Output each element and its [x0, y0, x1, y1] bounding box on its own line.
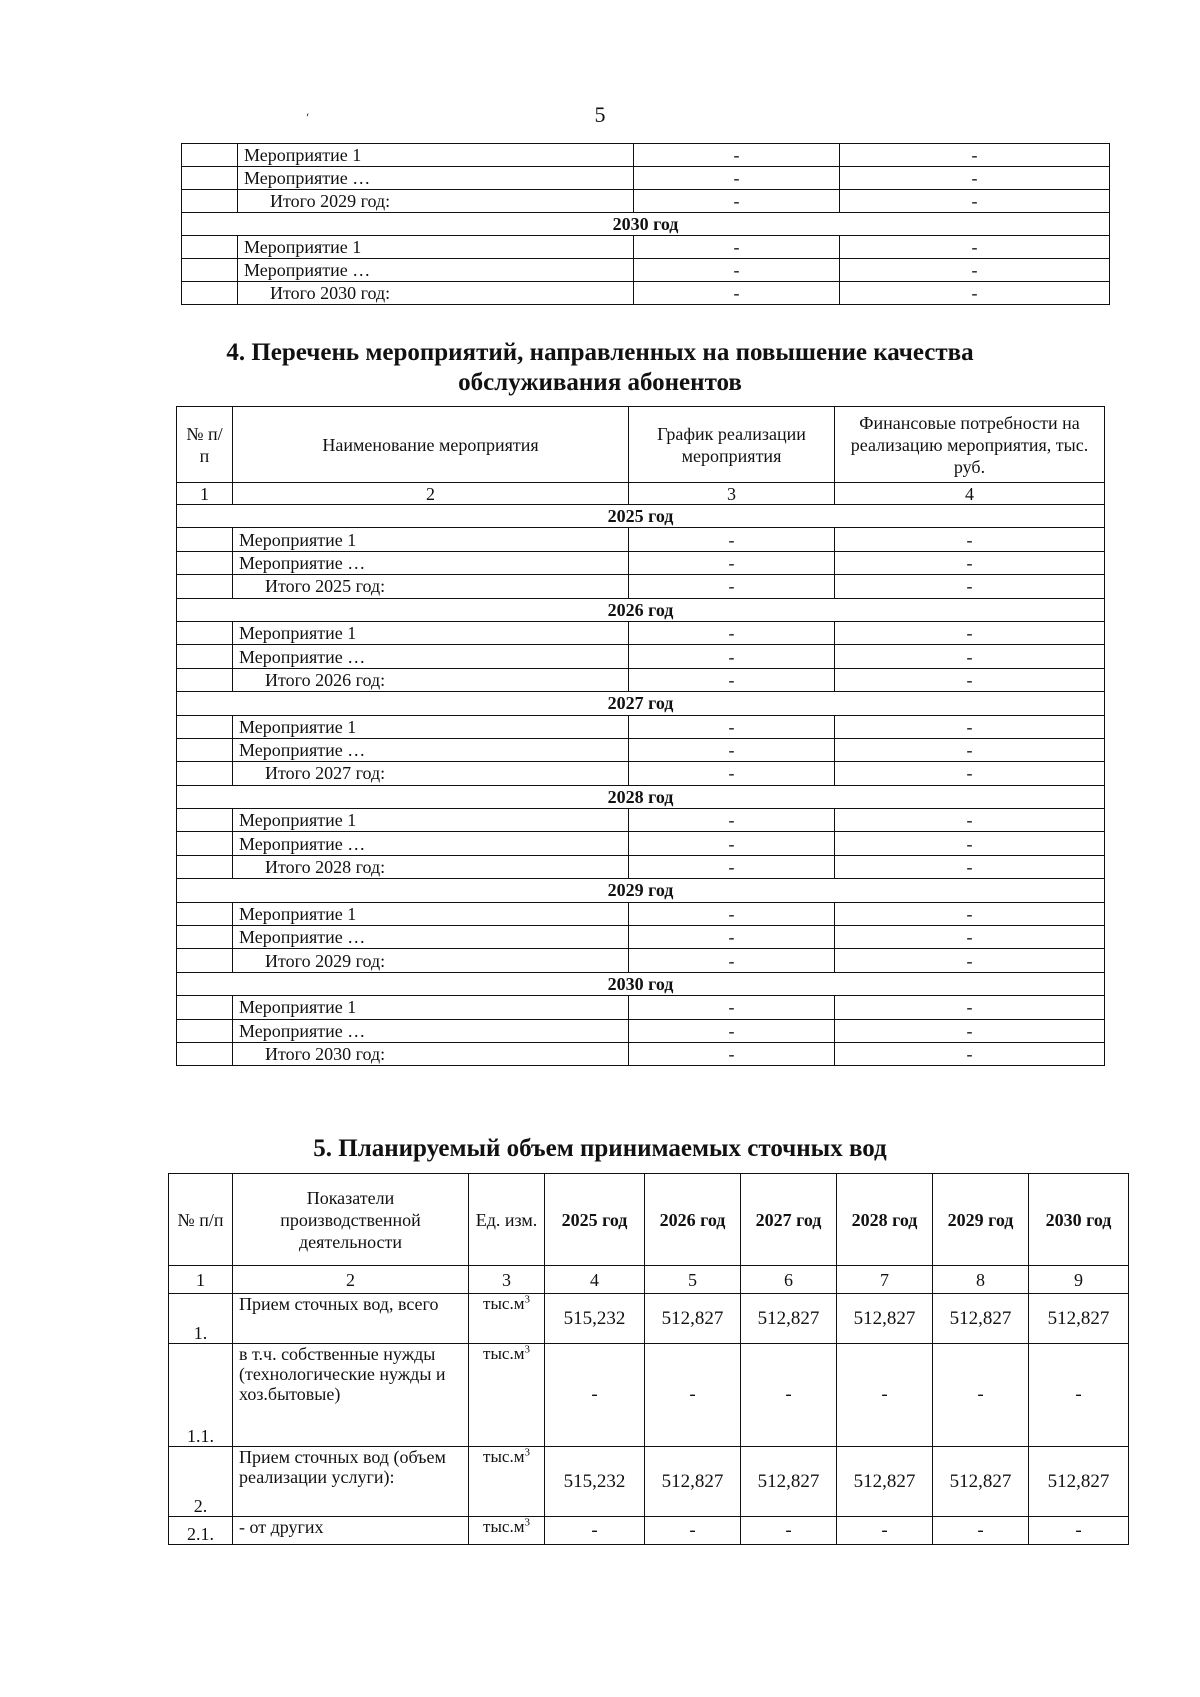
header-year: 2030 год: [1029, 1174, 1129, 1266]
row-number-cell: [177, 762, 233, 785]
finance-value: -: [835, 645, 1105, 668]
indicator-name: Прием сточных вод, всего: [233, 1294, 469, 1344]
year-value: -: [741, 1517, 837, 1545]
finance-value: -: [835, 949, 1105, 972]
event-name: Итого 2030 год:: [238, 282, 634, 305]
row-number-cell: [177, 621, 233, 644]
row-number-cell: [177, 645, 233, 668]
unit-superscript: 3: [524, 1293, 530, 1306]
row-number-cell: [177, 809, 233, 832]
schedule-value: -: [629, 902, 835, 925]
year-row: [182, 213, 1110, 236]
event-name: Мероприятие 1: [238, 236, 634, 259]
finance-value: -: [840, 190, 1110, 213]
schedule-value: -: [629, 855, 835, 878]
finance-value: -: [840, 144, 1110, 167]
event-row: [182, 259, 1110, 282]
year-value: 515,232: [545, 1294, 645, 1344]
event-name: Итого 2028 год:: [233, 855, 629, 878]
header-num: № п/п: [177, 407, 233, 483]
unit-text: тыс.м: [483, 1447, 525, 1466]
event-name: Мероприятие …: [238, 167, 634, 190]
col-number: 1: [169, 1266, 233, 1294]
year-value: -: [1029, 1517, 1129, 1545]
row-number-cell: [177, 575, 233, 598]
header-year: 2029 год: [933, 1174, 1029, 1266]
year-label: 2025 год: [177, 505, 1105, 528]
year-value: -: [545, 1344, 645, 1447]
header-num: № п/п: [169, 1174, 233, 1266]
event-name: Мероприятие 1: [238, 144, 634, 167]
finance-value: -: [835, 926, 1105, 949]
event-row: [177, 738, 1105, 761]
finance-value: -: [835, 528, 1105, 551]
finance-value: -: [835, 738, 1105, 761]
row-number-cell: [177, 902, 233, 925]
event-name: Мероприятие …: [238, 259, 634, 282]
section-5-title: 5. Планируемый объем принимаемых сточных вод: [313, 1135, 887, 1162]
header-indicator: Показатели производственной деятельности: [233, 1174, 469, 1266]
schedule-value: -: [629, 1042, 835, 1065]
year-row: [177, 785, 1105, 808]
schedule-value: -: [634, 144, 840, 167]
event-row: [177, 528, 1105, 551]
event-name: Итого 2029 год:: [233, 949, 629, 972]
unit-superscript: 3: [524, 1343, 530, 1356]
wastewater-volume-table: [168, 1173, 1129, 1545]
year-label: 2027 год: [177, 692, 1105, 715]
row-number: 2.: [169, 1447, 233, 1517]
total-row: [177, 949, 1105, 972]
event-row: [177, 926, 1105, 949]
schedule-value: -: [629, 575, 835, 598]
row-number: 1.: [169, 1294, 233, 1344]
finance-value: -: [835, 996, 1105, 1019]
event-row: [182, 236, 1110, 259]
row-number: 2.1.: [169, 1517, 233, 1545]
row-number-cell: [177, 528, 233, 551]
event-row: [177, 809, 1105, 832]
row-number-cell: [182, 190, 238, 213]
unit-cell: [469, 1344, 545, 1447]
year-value: 512,827: [645, 1294, 741, 1344]
header-unit: Ед. изм.: [469, 1174, 545, 1266]
indicator-name: - от других: [233, 1517, 469, 1545]
unit-text: тыс.м: [483, 1344, 525, 1363]
year-value: -: [1029, 1344, 1129, 1447]
unit-text: тыс.м: [483, 1517, 525, 1536]
column-numbers-row: [169, 1266, 1129, 1294]
col-number: 3: [629, 483, 835, 505]
year-label: 2029 год: [177, 879, 1105, 902]
header-year: 2028 год: [837, 1174, 933, 1266]
event-name: Мероприятие 1: [233, 715, 629, 738]
schedule-value: -: [629, 528, 835, 551]
row-number-cell: [177, 715, 233, 738]
schedule-value: -: [634, 236, 840, 259]
schedule-value: -: [629, 645, 835, 668]
unit-superscript: 3: [524, 1446, 530, 1459]
event-name: Итого 2025 год:: [233, 575, 629, 598]
year-value: -: [933, 1517, 1029, 1545]
total-row: [177, 762, 1105, 785]
event-name: Итого 2030 год:: [233, 1042, 629, 1065]
year-value: -: [837, 1344, 933, 1447]
event-row: [177, 715, 1105, 738]
total-row: [182, 190, 1110, 213]
unit-text: тыс.м: [483, 1294, 525, 1313]
event-row: [182, 167, 1110, 190]
year-row: [177, 692, 1105, 715]
schedule-value: -: [629, 668, 835, 691]
year-row: [177, 972, 1105, 995]
col-number: 2: [233, 483, 629, 505]
total-row: [177, 855, 1105, 878]
header-year: 2027 год: [741, 1174, 837, 1266]
unit-superscript: 3: [524, 1516, 530, 1529]
schedule-value: -: [629, 926, 835, 949]
year-value: 512,827: [837, 1447, 933, 1517]
col-number: 9: [1029, 1266, 1129, 1294]
year-value: 512,827: [1029, 1447, 1129, 1517]
indicator-name: в т.ч. собственные нужды (технологические нужды и хоз.бытовые): [233, 1344, 469, 1447]
year-value: 512,827: [837, 1294, 933, 1344]
schedule-value: -: [629, 832, 835, 855]
row-number-cell: [177, 1042, 233, 1065]
col-number: 7: [837, 1266, 933, 1294]
table-row: [169, 1344, 1129, 1447]
event-name: Мероприятие 1: [233, 621, 629, 644]
event-row: [177, 621, 1105, 644]
row-number-cell: [177, 1019, 233, 1042]
event-name: Мероприятие 1: [233, 902, 629, 925]
indicator-name: Прием сточных вод (объем реализации услуги):: [233, 1447, 469, 1517]
schedule-value: -: [629, 762, 835, 785]
section-4-title-line1: 4. Перечень мероприятий, направленных на повышение качества: [226, 339, 974, 366]
year-label: 2028 год: [177, 785, 1105, 808]
event-name: Мероприятие …: [233, 551, 629, 574]
section-4-title: [0, 338, 1200, 398]
year-value: 515,232: [545, 1447, 645, 1517]
event-name: Мероприятие …: [233, 926, 629, 949]
year-value: 512,827: [645, 1447, 741, 1517]
schedule-value: -: [629, 738, 835, 761]
row-number-cell: [182, 259, 238, 282]
year-label: 2026 год: [177, 598, 1105, 621]
unit-cell: [469, 1447, 545, 1517]
schedule-value: -: [629, 1019, 835, 1042]
row-number-cell: [177, 949, 233, 972]
schedule-value: -: [634, 167, 840, 190]
finance-value: -: [835, 575, 1105, 598]
schedule-value: -: [629, 996, 835, 1019]
year-value: 512,827: [1029, 1294, 1129, 1344]
year-row: [177, 598, 1105, 621]
row-number-cell: [177, 832, 233, 855]
table-row: [169, 1517, 1129, 1545]
col-number: 3: [469, 1266, 545, 1294]
section-4-title-line2: обслуживания абонентов: [458, 369, 742, 396]
row-number-cell: [177, 926, 233, 949]
event-name: Итого 2029 год:: [238, 190, 634, 213]
year-row: [177, 879, 1105, 902]
finance-value: -: [835, 715, 1105, 738]
header-name: Наименование мероприятия: [233, 407, 629, 483]
year-value: -: [933, 1344, 1029, 1447]
service-quality-events-table: [176, 406, 1105, 1066]
schedule-value: -: [629, 949, 835, 972]
event-row: [177, 996, 1105, 1019]
finance-value: -: [840, 259, 1110, 282]
finance-value: -: [835, 762, 1105, 785]
finance-value: -: [835, 621, 1105, 644]
event-name: Итого 2026 год:: [233, 668, 629, 691]
table-row: [169, 1447, 1129, 1517]
event-name: Мероприятие 1: [233, 528, 629, 551]
events-table-continued: [181, 143, 1110, 305]
header-finance: Финансовые потребности на реализацию мероприятия, тыс. руб.: [835, 407, 1105, 483]
row-number-cell: [182, 282, 238, 305]
event-row: [177, 1019, 1105, 1042]
year-value: 512,827: [933, 1294, 1029, 1344]
year-value: 512,827: [741, 1294, 837, 1344]
table-row: [169, 1294, 1129, 1344]
col-number: 6: [741, 1266, 837, 1294]
total-row: [182, 282, 1110, 305]
finance-value: -: [835, 902, 1105, 925]
schedule-value: -: [634, 190, 840, 213]
event-row: [177, 645, 1105, 668]
column-numbers-row: [177, 483, 1105, 505]
year-value: -: [645, 1517, 741, 1545]
event-name: Мероприятие 1: [233, 809, 629, 832]
col-number: 5: [645, 1266, 741, 1294]
finance-value: -: [835, 1042, 1105, 1065]
col-number: 4: [545, 1266, 645, 1294]
finance-value: -: [835, 1019, 1105, 1042]
finance-value: -: [835, 668, 1105, 691]
schedule-value: -: [629, 809, 835, 832]
event-row: [177, 902, 1105, 925]
schedule-value: -: [634, 282, 840, 305]
row-number-cell: [182, 167, 238, 190]
year-value: -: [545, 1517, 645, 1545]
finance-value: -: [835, 551, 1105, 574]
year-value: -: [645, 1344, 741, 1447]
row-number-cell: [177, 996, 233, 1019]
event-name: Мероприятие 1: [233, 996, 629, 1019]
event-name: Мероприятие …: [233, 832, 629, 855]
total-row: [177, 668, 1105, 691]
finance-value: -: [835, 832, 1105, 855]
year-label: 2030 год: [182, 213, 1110, 236]
col-number: 4: [835, 483, 1105, 505]
finance-value: -: [840, 282, 1110, 305]
event-name: Мероприятие …: [233, 1019, 629, 1042]
row-number-cell: [182, 144, 238, 167]
year-value: -: [837, 1517, 933, 1545]
stray-mark: ´: [304, 111, 316, 128]
schedule-value: -: [629, 551, 835, 574]
header-year: 2025 год: [545, 1174, 645, 1266]
year-value: 512,827: [741, 1447, 837, 1517]
col-number: 2: [233, 1266, 469, 1294]
row-number-cell: [177, 551, 233, 574]
unit-cell: [469, 1294, 545, 1344]
header-year: 2026 год: [645, 1174, 741, 1266]
unit-cell: [469, 1517, 545, 1545]
row-number-cell: [177, 738, 233, 761]
year-label: 2030 год: [177, 972, 1105, 995]
row-number-cell: [177, 855, 233, 878]
finance-value: -: [835, 809, 1105, 832]
finance-value: -: [840, 236, 1110, 259]
year-value: -: [741, 1344, 837, 1447]
event-row: [177, 551, 1105, 574]
page-number: 5: [594, 102, 606, 127]
header-schedule: График реализации мероприятия: [629, 407, 835, 483]
event-name: Итого 2027 год:: [233, 762, 629, 785]
schedule-value: -: [629, 621, 835, 644]
row-number: 1.1.: [169, 1344, 233, 1447]
row-number-cell: [182, 236, 238, 259]
finance-value: -: [840, 167, 1110, 190]
schedule-value: -: [629, 715, 835, 738]
schedule-value: -: [634, 259, 840, 282]
event-name: Мероприятие …: [233, 645, 629, 668]
event-row: [182, 144, 1110, 167]
finance-value: -: [835, 855, 1105, 878]
year-row: [177, 505, 1105, 528]
total-row: [177, 1042, 1105, 1065]
event-row: [177, 832, 1105, 855]
col-number: 1: [177, 483, 233, 505]
total-row: [177, 575, 1105, 598]
event-name: Мероприятие …: [233, 738, 629, 761]
col-number: 8: [933, 1266, 1029, 1294]
row-number-cell: [177, 668, 233, 691]
year-value: 512,827: [933, 1447, 1029, 1517]
